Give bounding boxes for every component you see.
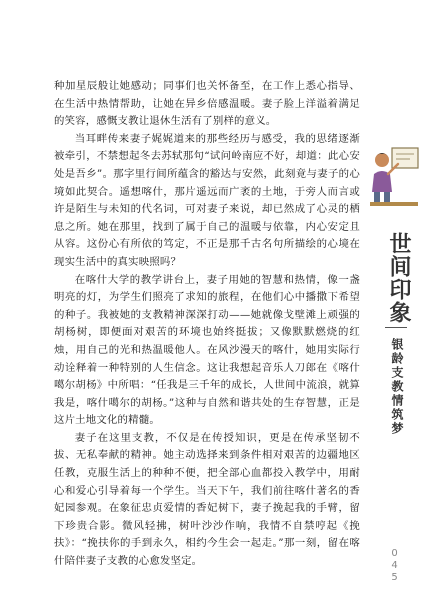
paragraph-2: 当耳畔传来妻子娓娓道来的那些经历与感受，我的思绪逐渐被牵引，不禁想起冬去苏轼那句“试问岭南应不好，却道：此心安处是吾乡”。那字里行间所蕴含的豁达与安然，此刻竟与妻子的心境如此契合。遥想喀什，那片遥远而广袤的土地，于旁人而言或许是陌生与未知的代名词，可对妻子来说，却已然成了心灵的栖息之所。她在那里，找到了属于自己的温暖与依靠，内心安定且从容。这份心有所依的笃定，不正是那千古名句所描绘的心境在现实生活中的真实映照吗？ [54, 132, 360, 268]
side-title: 世间印象 [386, 232, 411, 324]
paragraph-4: 妻子在这里支教，不仅是在传授知识，更是在传承坚韧不拔、无私奉献的精神。她主动选择来到条件相对艰苦的边疆地区任教，克服生活上的种种不便，把全部心血都投入教学中，用耐心和爱心引导着每一个学生。当天下午，我们前往喀什著名的香妃园参观。在象征忠贞爱情的香妃树下，妻子挽起我的手臂，留下珍贵合影。微风轻拂，树叶沙沙作响，我情不自禁哼起《挽扶》：“挽扶你的手到永久，相约今生会一起走。”那一刻，留在喀什陪伴妻子支教的心愈发坚定。 [54, 431, 360, 568]
teacher-illustration [368, 142, 420, 208]
side-divider [385, 327, 407, 328]
body-text [54, 78, 360, 571]
paragraph-1: 种加星辰般让她感动；同事们也关怀备至，在工作上悉心指导、在生活中热情帮助，让她在异乡倍感温暖。妻子脸上洋溢着满足的笑容，感慨支教让退休生活有了别样的意义。 [54, 80, 360, 128]
paragraph-3: 在喀什大学的教学讲台上，妻子用她的智慧和热情，像一盏明亮的灯，为学生们照亮了求知的旅程，在他们心中播撒下希望的种子。我被她的支教精神深深打动——她就像戈壁滩上顽强的胡杨树，即便面对艰苦的环境也始终挺拔；又像默默燃烧的红烛，用自己的光和热温暖他人。在风沙漫天的喀什，她用实际行动诠释着一种特别的人生信念。这让我想起音乐人刀郎在《喀什噶尔胡杨》中所唱：“任我是三千年的成长，人世间中流浪，就算我是，喀什噶尔的胡杨。”这种与自然和谐共处的生存智慧，正是这片土地文化的精髓。 [54, 273, 360, 427]
page-number: 045 [389, 548, 400, 584]
side-subtitle: 银龄支教情筑梦 [390, 338, 404, 436]
